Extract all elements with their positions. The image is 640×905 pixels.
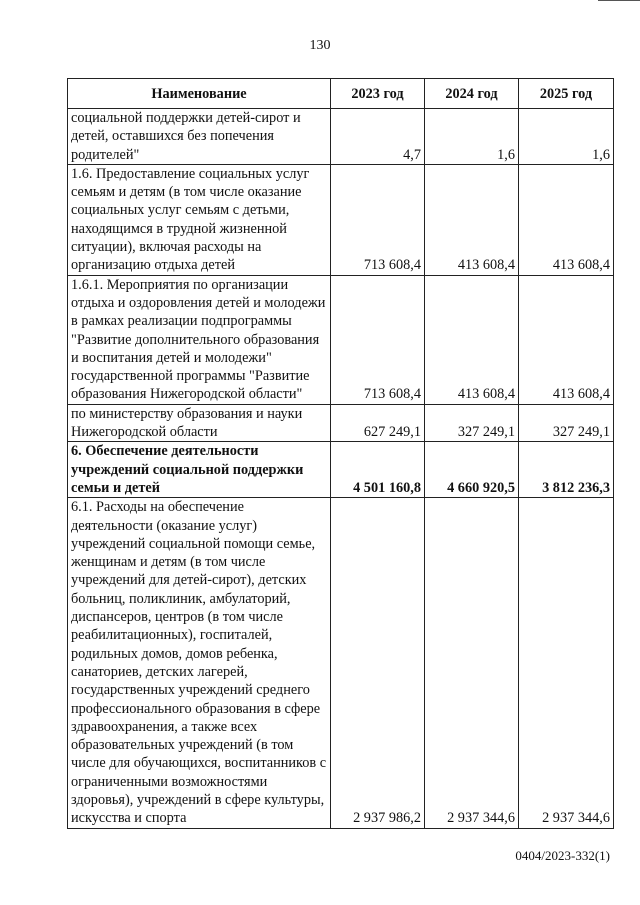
row-value-2025: 327 249,1	[519, 404, 614, 442]
row-value-2024: 1,6	[425, 109, 519, 165]
header-2025: 2025 год	[519, 79, 614, 109]
document-code: 0404/2023-332(1)	[515, 848, 610, 863]
row-value-2024: 4 660 920,5	[425, 442, 519, 498]
table-row	[68, 275, 614, 404]
header-name: Наименование	[68, 79, 331, 109]
row-name: социальной поддержки детей-сирот и детей, оставшихся без попечения родителей"	[68, 109, 331, 165]
row-value-2025: 413 608,4	[519, 275, 614, 404]
row-value-2023: 4 501 160,8	[331, 442, 425, 498]
row-value-2025: 1,6	[519, 109, 614, 165]
row-value-2025: 413 608,4	[519, 164, 614, 275]
row-value-2023: 4,7	[331, 109, 425, 165]
row-value-2025: 3 812 236,3	[519, 442, 614, 498]
budget-table	[67, 78, 614, 829]
header-2024: 2024 год	[425, 79, 519, 109]
table-header-row	[68, 79, 614, 109]
row-name: 1.6. Предоставление социальных услуг семьям и детям (в том числе оказание социальных услуг семьям с детьми, находящимся в трудной жизненной ситуации), включая расходы на организацию отдыха детей	[68, 164, 331, 275]
row-name: 1.6.1. Мероприятия по организации отдыха и оздоровления детей и молодежи в рамках реализации подпрограммы "Развитие дополнительного образования и воспитания детей и молодежи" государственной программы "Развитие образования Нижегородской области"	[68, 275, 331, 404]
row-value-2024: 413 608,4	[425, 164, 519, 275]
corner-scan-mark	[598, 0, 640, 6]
row-value-2023: 2 937 986,2	[331, 498, 425, 828]
row-value-2024: 327 249,1	[425, 404, 519, 442]
page-number: 130	[309, 38, 331, 53]
row-value-2024: 2 937 344,6	[425, 498, 519, 828]
table-row-section-total	[68, 442, 614, 498]
table-row	[68, 498, 614, 828]
row-value-2023: 713 608,4	[331, 164, 425, 275]
table-row	[68, 164, 614, 275]
row-name: 6.1. Расходы на обеспечение деятельности (оказание услуг) учреждений социальной помощи семье, женщинам и детям (в том числе учреждений для детей-сирот), детских больниц, поликлиник, амбулаторий, диспансеров, центров (в том числе реабилитационных), госпиталей, родильных домов, домов ребенка, санаториев, детских лагерей, государственных учреждений среднего профессионального образования в сфере здравоохранения, а также всех образовательных учреждений (в том числе для обучающихся, воспитанников с ограниченными возможностями здоровья), учреждений в сфере культуры, искусства и спорта	[68, 498, 331, 828]
row-name: по министерству образования и науки Нижегородской области	[68, 404, 331, 442]
table-row	[68, 109, 614, 165]
header-2023: 2023 год	[331, 79, 425, 109]
table-row	[68, 404, 614, 442]
row-name: 6. Обеспечение деятельности учреждений социальной поддержки семьи и детей	[68, 442, 331, 498]
row-value-2024: 413 608,4	[425, 275, 519, 404]
row-value-2023: 627 249,1	[331, 404, 425, 442]
row-value-2023: 713 608,4	[331, 275, 425, 404]
row-value-2025: 2 937 344,6	[519, 498, 614, 828]
